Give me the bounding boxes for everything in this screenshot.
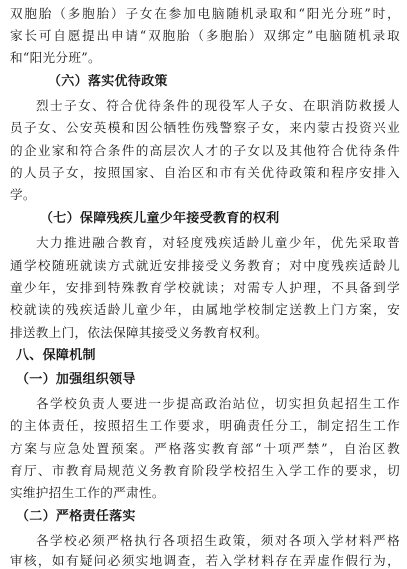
paragraph-line: 的人员子女，按照国家、自治区和市有关优待政策和程序安排入: [10, 165, 400, 180]
paragraph-line: 家长可自愿提出申请“双胞胎（多胞胎）双绑定”电脑随机录取: [10, 28, 400, 43]
paragraph-line: 烈士子女、符合优待条件的现役军人子女、在职消防救援人: [36, 98, 400, 113]
paragraph-line: 排送教上门，依法保障其接受义务教育权利。: [10, 325, 268, 340]
paragraph-line: 学。: [10, 187, 36, 202]
paragraph-line: 各学校负责人要进一步提高政治站位，切实担负起招生工作: [36, 396, 400, 411]
paragraph-line: 方案与应急处置预案。严格落实教育部“十项严禁”，自治区教: [10, 441, 400, 456]
paragraph-line: 校就读的残疾适龄儿童少年，由属地学校制定送教上门方案，安: [10, 302, 400, 317]
paragraph-line: 各学校必须严格执行各项招生政策，须对各项入学材料严格: [36, 533, 400, 548]
paragraph-line: 的企业家和符合条件的高层次人才的子女以及其他符合优待条件: [10, 143, 400, 158]
paragraph-line: 通学校随班就读方式就近安排接受义务教育；对中度残疾适龄儿: [10, 258, 400, 273]
section-heading: （七）保障残疾儿童少年接受教育的权利: [40, 211, 280, 226]
paragraph-line: 大力推进融合教育，对轻度残疾适龄儿童少年，优先采取普: [36, 235, 400, 250]
chapter-heading: 八、保障机制: [16, 348, 96, 363]
section-heading: （一）加强组织领导: [16, 372, 136, 387]
paragraph-line: 员子女、公安英模和因公牺牲伤残警察子女，来内蒙古投资兴业: [10, 120, 400, 135]
paragraph-line: 的主体责任，按照招生工作要求，明确责任分工，制定招生工作: [10, 418, 400, 433]
section-heading: （二）严格责任落实: [16, 509, 136, 524]
section-heading: （六）落实优待政策: [48, 74, 168, 89]
paragraph-line: 双胞胎（多胞胎）子女在参加电脑随机录取和“阳光分班”时，: [10, 6, 400, 21]
paragraph-line: 和“阳光分班”。: [10, 50, 101, 65]
paragraph-line: 童少年，安排到特殊教育学校就读；对需专人护理，不具备到学: [10, 280, 400, 295]
paragraph-line: 实维护招生工作的严肃性。: [10, 485, 165, 500]
paragraph-line: 育厅、市教育局规范义务教育阶段学校招生入学工作的要求，切: [10, 463, 400, 478]
paragraph-line: 审核，如有疑问必须实地调查，若入学材料存在弄虚作假行为，: [10, 553, 400, 568]
